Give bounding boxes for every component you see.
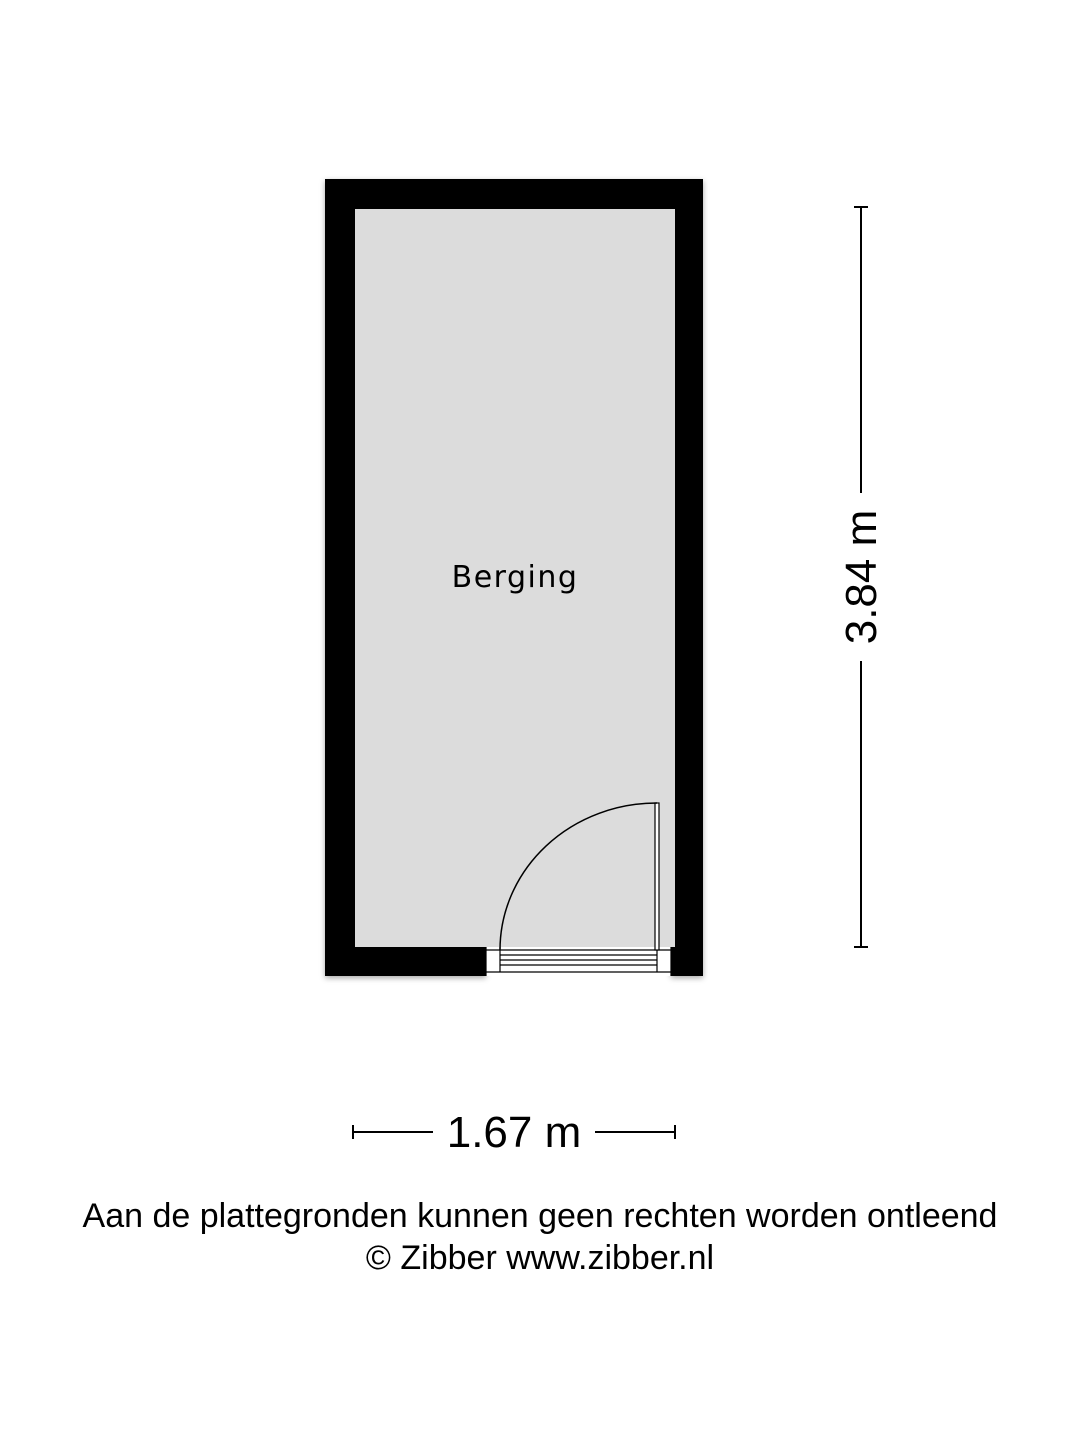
- wall-left: [325, 179, 355, 976]
- width-dimension-label: 1.67 m: [446, 1108, 582, 1157]
- wall-top: [325, 179, 703, 209]
- room-name-label: Berging: [451, 560, 579, 595]
- wall-right: [675, 179, 703, 976]
- disclaimer-text: Aan de plattegronden kunnen geen rechten worden ontleend: [82, 1197, 998, 1235]
- footer: [0, 1195, 1080, 1279]
- door-threshold: [486, 947, 671, 976]
- width-dimension: [352, 1108, 676, 1158]
- height-dimension-label: 3.84 m: [837, 509, 886, 645]
- copyright-text: © Zibber www.zibber.nl: [365, 1239, 715, 1277]
- wall-bottom-right: [671, 947, 703, 976]
- wall-bottom-left: [325, 947, 486, 976]
- door-leaf: [655, 803, 659, 950]
